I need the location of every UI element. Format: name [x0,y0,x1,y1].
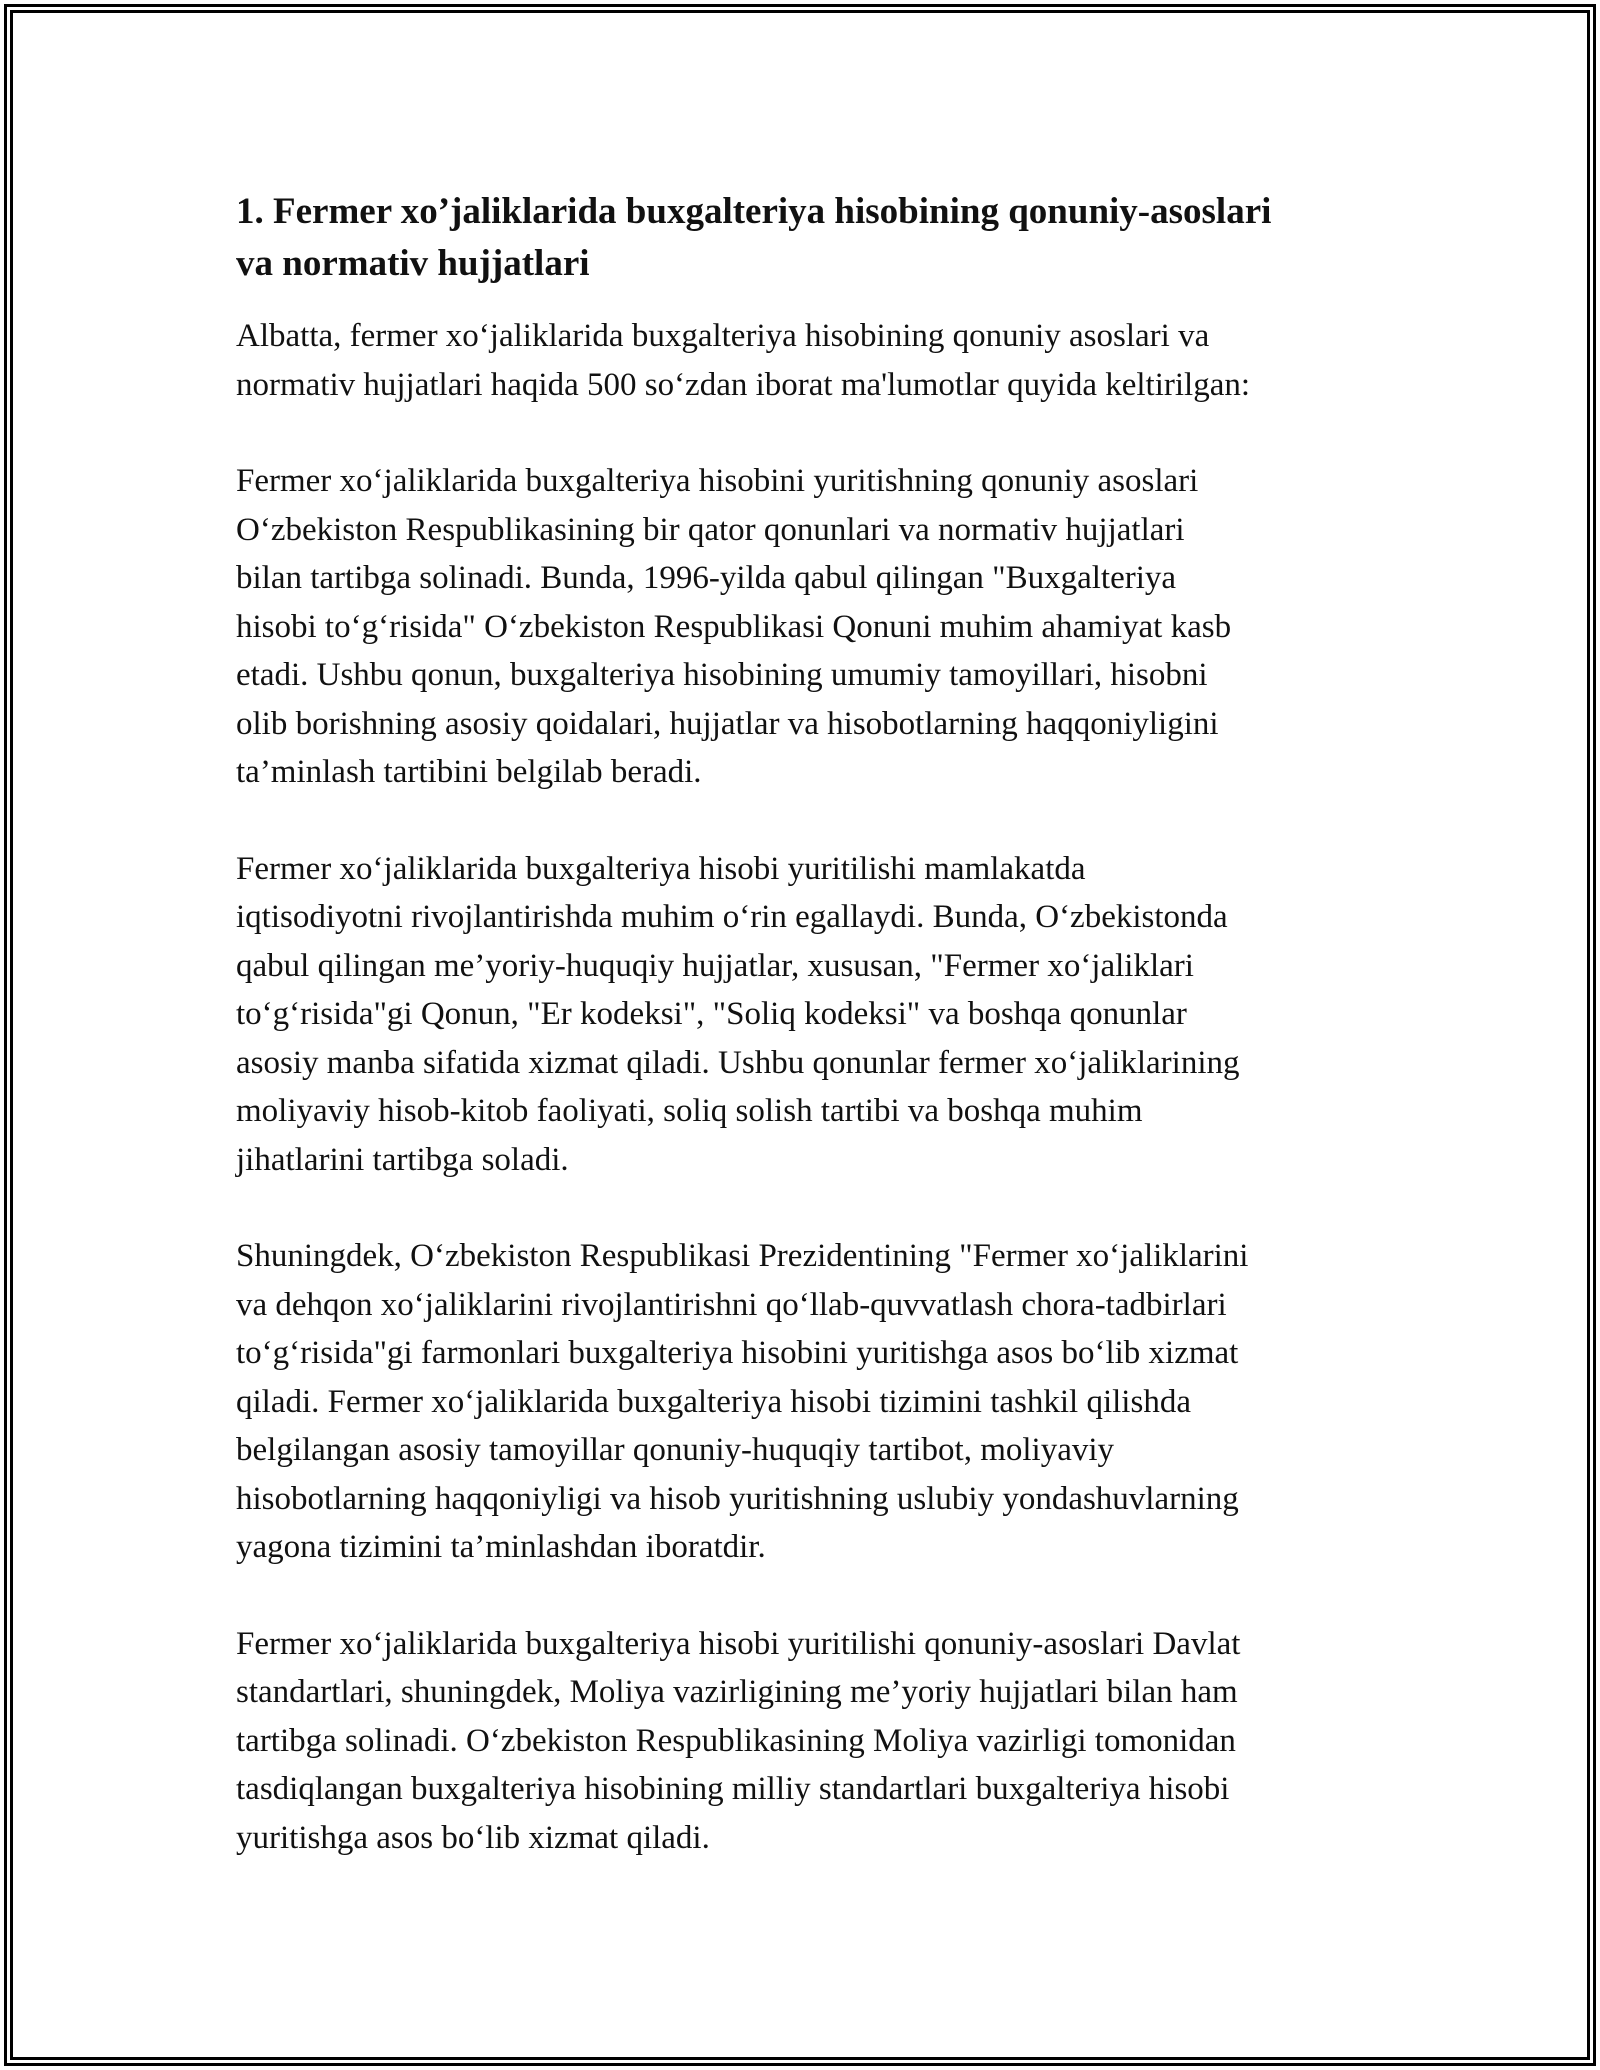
paragraph-line: jihatlarini tartibga soladi. [236,1141,569,1178]
paragraph-line: olib borishning asosiy qoidalari, hujjatlar va hisobotlarning haqqoniyligini [236,705,1219,742]
paragraph [236,312,1366,409]
paragraph-line: standartlari, shuningdek, Moliya vazirligining me’yoriy hujjatlari bilan ham [236,1674,1238,1710]
paragraph-line: Fermer xoʻjaliklarida buxgalteriya hisobi yuritilishi mamlakatda [236,850,1086,887]
paragraph-line: Oʻzbekiston Respublikasining bir qator qonunlari va normativ hujjatlari [236,511,1185,548]
paragraph-line: hisobotlarning haqqoniyligi va hisob yuritishning uslubiy yondashuvlarning [236,1480,1239,1517]
paragraph-list [236,312,1366,1862]
paragraph-line: Fermer xoʻjaliklarida buxgalteriya hisobini yuritishning qonuniy asoslari [236,463,1199,499]
paragraph-line: belgilangan asosiy tamoyillar qonuniy-huquqiy tartibot, moliyaviy [236,1432,1115,1468]
paragraph-line: toʻgʻrisida"gi farmonlari buxgalteriya hisobini yuritishga asos boʻlib xizmat [236,1335,1239,1371]
paragraph-line: tasdiqlangan buxgalteriya hisobining milliy standartlari buxgalteriya hisobi [236,1771,1230,1807]
paragraph-line: asosiy manba sifatida xizmat qiladi. Ushbu qonunlar fermer xoʻjaliklarining [236,1044,1240,1081]
paragraph-line: etadi. Ushbu qonun, buxgalteriya hisobining umumiy tamoyillari, hisobni [236,657,1208,693]
paragraph-line: yuritishga asos boʻlib xizmat qiladi. [236,1819,710,1856]
paragraph-line: qiladi. Fermer xoʻjaliklarida buxgalteriya hisobi tizimini tashkil qilishda [236,1383,1191,1420]
paragraph-line: qabul qilingan me’yoriy-huquqiy hujjatlar, xususan, "Fermer xoʻjaliklari [236,947,1194,984]
paragraph-line: Shuningdek, Oʻzbekiston Respublikasi Prezidentining "Fermer xoʻjaliklarini [236,1238,1249,1274]
paragraph-line: iqtisodiyotni rivojlantirishda muhim oʻrin egallaydi. Bunda, Oʻzbekistonda [236,899,1228,935]
paragraph-line: toʻgʻrisida"gi Qonun, "Er kodeksi", "Soliq kodeksi" va boshqa qonunlar [236,996,1187,1032]
paragraph [236,1620,1366,1863]
paragraph-line: yagona tizimini ta’minlashdan iboratdir. [236,1529,766,1565]
paragraph-line: Albatta, fermer xoʻjaliklarida buxgalteriya hisobining qonuniy asoslari va [236,318,1210,354]
paragraph-line: hisobi toʻgʻrisida" Oʻzbekiston Respublikasi Qonuni muhim ahamiyat kasb [236,608,1232,645]
paragraph-line: Fermer xoʻjaliklarida buxgalteriya hisobi yuritilishi qonuniy-asoslari Davlat [236,1625,1241,1662]
paragraph-line: moliyaviy hisob-kitob faoliyati, soliq solish tartibi va boshqa muhim [236,1093,1143,1129]
section-heading: 1. Fermer xo’jaliklarida buxgalteriya hisobining qonuniy-asoslari va normativ hujjatlari [236,191,1272,284]
paragraph [236,457,1366,797]
paragraph-line: ta’minlash tartibini belgilab beradi. [236,754,702,790]
paragraph [236,1232,1366,1572]
paragraph-line: normativ hujjatlari haqida 500 soʻzdan iborat ma'lumotlar quyida keltirilgan: [236,366,1251,403]
paragraph-line: tartibga solinadi. Oʻzbekiston Respublikasining Moliya vazirligi tomonidan [236,1722,1236,1759]
paragraph [236,845,1366,1185]
paragraph-line: va dehqon xoʻjaliklarini rivojlantirishni qoʻllab-quvvatlash chora-tadbirlari [236,1286,1227,1323]
document-body [236,186,1366,1910]
paragraph-line: bilan tartibga solinadi. Bunda, 1996-yilda qabul qilingan "Buxgalteriya [236,560,1177,596]
